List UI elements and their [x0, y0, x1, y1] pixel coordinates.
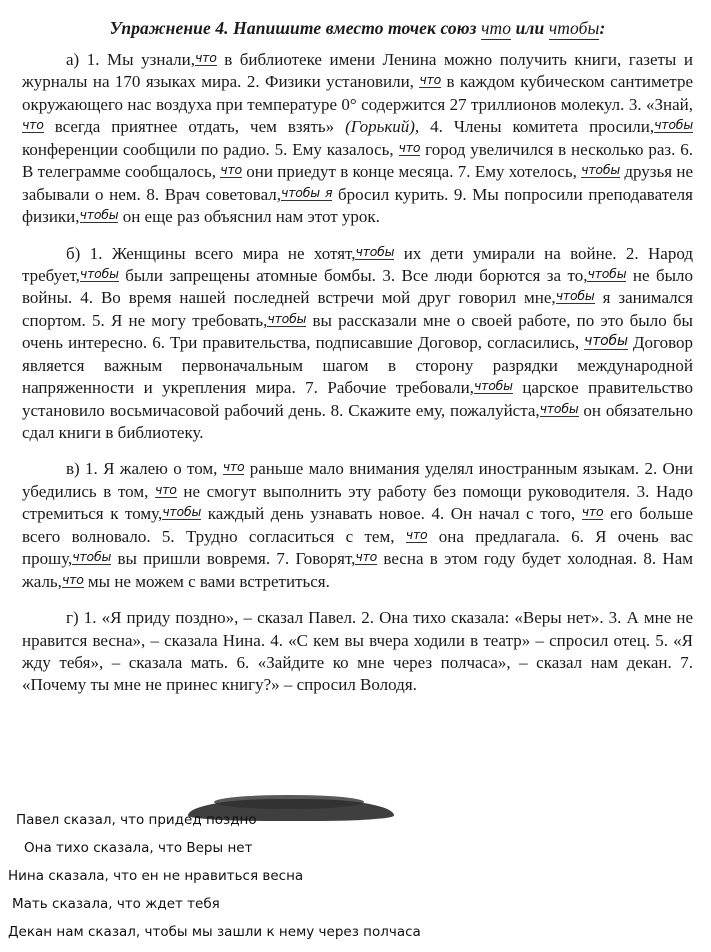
handwritten-insert: чтобы я: [281, 184, 333, 200]
handwritten-answer-line: Декан нам сказал, чтобы мы зашли к нему через полчаса: [8, 924, 421, 940]
run: вы пришли вовремя. 7. Говорят,: [111, 549, 356, 569]
handwritten-insert: что: [398, 139, 421, 155]
handwritten-insert: чтобы: [355, 243, 395, 259]
run: друзья не забывали о нем. 8. Врач советовал,: [22, 162, 694, 204]
handwritten-insert: что: [61, 571, 84, 587]
handwritten-insert: чтобы: [267, 310, 307, 326]
run: их дети умирали на войне. 2. Народ требует,: [22, 243, 694, 285]
run: Договор является важным первоначальным шагом в сторону разрядки международной напряженности и укрепления мира. 7. Рабочие требовали,: [22, 333, 693, 398]
run: я занимался спортом. 5. Я не могу требовать,: [22, 288, 693, 330]
handwritten-insert: чтобы: [473, 378, 513, 394]
run: его больше всего волновало. 5. Трудно согласиться с тем,: [22, 504, 693, 546]
run: 1. Я жалею о том,: [85, 459, 223, 479]
paragraph-b: [22, 243, 693, 445]
run: мы не можем с вами встретиться.: [83, 571, 330, 591]
section-label-a: а): [66, 50, 80, 69]
section-label-b: б): [66, 243, 81, 263]
run: царское правительство установило восьмичасовой рабочий день. 8. Скажите ему, пожалуйста,: [22, 378, 693, 420]
handwritten-insert: чтобы: [72, 549, 112, 565]
handwritten-insert: что: [22, 117, 44, 133]
paragraph-a: [22, 49, 693, 229]
handwritten-insert: чтобы: [555, 288, 595, 304]
title-word-chto: что: [481, 18, 512, 38]
run: 4. Члены комитета просили,: [419, 117, 655, 137]
ink-smudge-secondary: [214, 795, 364, 809]
handwritten-answer-line: Павел сказал, что придед поздно: [16, 812, 257, 828]
run: раньше мало внимания уделял иностранным языкам. 2. Они убедились в том,: [22, 459, 694, 501]
handwritten-answer-line: Она тихо сказала, что Веры нет: [24, 840, 253, 856]
run-italic: (Горький),: [345, 117, 420, 137]
run: 1. Женщины всего мира не хотят,: [89, 243, 356, 263]
run: не было войны. 4. Во время нашей последней встречи мой друг говорил мне,: [22, 265, 694, 308]
handwritten-insert: что: [355, 549, 378, 565]
handwritten-insert: чтобы: [539, 400, 579, 416]
section-label-v: в): [66, 459, 80, 479]
run: каждый день узнавать новое. 4. Он начал с того,: [201, 504, 582, 524]
run: они приедут в конце месяца. 7. Ему хотелось,: [242, 162, 582, 182]
run: в библиотеке имени Ленина можно получить книги, газеты и журналы на 170 языках мира. 2. Физики установили,: [22, 50, 693, 92]
handwritten-insert: чтобы: [79, 207, 119, 223]
title-colon: :: [599, 18, 606, 38]
run: 1. Мы узнали,: [86, 50, 195, 69]
title-word-chtoby: чтобы: [548, 18, 600, 38]
handwritten-insert: что: [154, 481, 177, 497]
handwritten-answer-line: Нина сказала, что ен не нравиться весна: [8, 868, 304, 884]
page-title: [22, 18, 693, 39]
run: она предлагала. 6. Я очень вас прошу,: [22, 526, 693, 569]
handwritten-insert: чтобы: [584, 333, 628, 350]
run: не смогут выполнить эту работу без помощи руководителя. 3. Надо стремиться к тому,: [22, 481, 693, 524]
handwritten-insert: чтобы: [162, 504, 202, 520]
handwritten-insert: что: [405, 526, 428, 542]
run: в каждом кубическом сантиметре окружающего нас воздуха при температуре 0° содержится 27 триллионов молекул. 3. «Знай,: [22, 72, 693, 114]
paragraph-v: [22, 458, 693, 593]
run: вы рассказали мне о своей работе, по это было бы очень интересно. 6. Три правительства, подписавшие Договор, согласились,: [22, 310, 693, 353]
handwritten-insert: чтобы: [587, 265, 627, 281]
run: 1. «Я приду поздно», – сказал Павел. 2. Она тихо сказала: «Веры нет». 3. А мне не нравится весна», – сказала Нина. 4. «С кем вы вчера ходили в театр» – спросил отец. 5. «Я жду тебя», – сказала мать. 6. «Зайдите ко мне через полчаса», – сказал нам декан. 7. «Почему ты мне не принес книгу?» – спросил Володя.: [22, 608, 693, 695]
handwritten-answers-block: [0, 812, 711, 952]
handwritten-insert: чтобы: [654, 117, 693, 133]
handwritten-insert: что: [581, 504, 604, 520]
handwritten-insert: что: [222, 459, 245, 475]
run: весна в этом году будет холодная. 8. Нам жаль,: [22, 549, 693, 591]
handwritten-insert: что: [220, 162, 242, 178]
handwritten-answer-line: Мать сказала, что ждет тебя: [12, 896, 220, 912]
run: он обязательно сдал книги в библиотеку.: [22, 400, 693, 442]
run: всегда приятнее отдать, чем взять»: [43, 117, 346, 137]
handwritten-insert: чтобы: [79, 265, 119, 281]
paragraph-g: [22, 607, 693, 697]
run: были запрещены атомные бомбы. 3. Все люди борются за то,: [118, 265, 588, 285]
run: конференции сообщили по радио. 5. Ему казалось,: [22, 139, 399, 159]
handwritten-insert: чтобы: [581, 162, 621, 178]
section-label-g: г): [66, 608, 79, 628]
run: город увеличился в несколько раз. 6. В телеграмме сообщалось,: [22, 139, 693, 182]
title-conjunction: или: [511, 18, 549, 38]
run: бросил курить. 9. Мы попросили преподавателя физики,: [22, 184, 693, 227]
handwritten-insert: что: [194, 50, 217, 65]
handwritten-insert: что: [419, 72, 442, 88]
title-prefix: Упражнение 4. Напишите вместо точек союз: [109, 18, 482, 38]
run: он еще раз объяснил нам этот урок.: [118, 207, 380, 227]
